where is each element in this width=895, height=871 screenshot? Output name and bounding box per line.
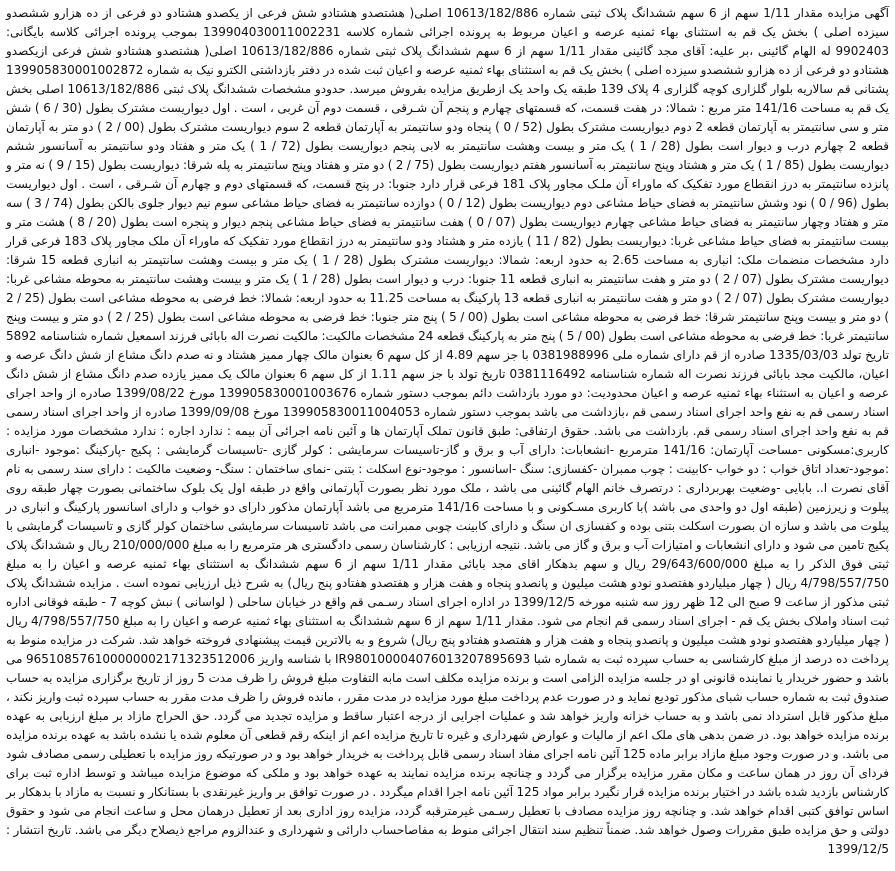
- auction-notice-text: آگهی مزایده مقدار 1/11 سهم از 6 سهم ششدانگ پلاک ثبتی شماره 10613/182/886 اصلی( هشتصدو هشتادو شش فرعی از یکصدو هشتادو دو فرعی از ده هزارو ششصدو سیزده اصلی ) بخش یک قم به استثنای بهاء ثمنیه عرصه و اعیان مربوط به پرونده اجرائی شماره کلاسه 139904030011002231 بموجب پرونده اجرائی کلاسه بایگانی: 9902403 له الهام گائینی ،بر علیه: آقای مجد گائینی مقدار 1/11 سهم از 6 سهم ششدانگ پلاک ثبتی شماره 10613/182/886 اصلی( هشتصدو هشتادو شش فرعی ازیکصدو هشتادو دو فرعی از ده هزارو ششصدو سیزده اصلی ) بخش یک قم به استثنای بهاء ثمنیه عرصه و اعیان ثبت شده در دفتر بازداشتی الکترو نیک به شماره 139905830001002872 پشتانی قم سالاریه بلوار گلزاری کوچه گلزاری 4 پلاک 139 طبقه یک واحد یک ازطریق مزایده بفروش میرسد. حدودو مشخصات ششدانگ پلاک ثبتی 10613/182/886 اصلی بخش یک قم به مساحت 141/16 متر مربع : شمالا: در هفت قسمت، که قسمتهای چهارم و پنجم آن شـرقی ، قسمت دوم آن غربی ، است . اول دیواریست مشترک بطول (30 / 6 ) شش متر و سی سانتیمتر به آپارتمان قطعه 2 دوم دیواریست مشترک بطول (52 / 0 ) پنجاه ودو سانتیمتر به آپارتمان قطعه 2 سوم دیواریست مشترک بطول (00 / 2 ) دو متر به آپارتمان قطعه 2 چهارم درب و دیوار است بطول (28 / 1 ) یک متر و بیست وهشت سانتیمتر به لابی پنجم دیواریست بطول (72 / 1 ) یک متر و هفتاد ودو سانتیمتر به آسانسور ششم دیواریست بطول (85 / 1 ) یک متر و هشتاد وپنج سانتیمتر به آسانسور هفتم دیواریست بطول (75 / 2 ) دو متر و هفتاد وپنج سانتیمتر به پله شرقا: دیواریست بطول (15 / 9 ) نه متر و پانزده سانتیمتر به درز انقطاع مورد تفکیک که ماوراء آن ملـک مجاور پلاک 181 فرعی قرار دارد جنوبا: در پنج قسمت، که قسمتهای دوم و چهارم آن شـرقی ، است . اول دیواریست بطول (96 / 0 ) نود وشش سانتیمتر به فضای حیاط مشاعی دوم دیواریست بطول (12 / 0 ) دوازده سانتیمتر به فضای حیاط مشاعی سوم نیم دیوار جلوی بالکن بطول (74 / 3 ) سه متر و هفتاد وچهار سانتیمتر به فضای حیاط مشاعی چهارم دیواریست بطول (07 / 0 ) هفت سانتیمتر به فضای حیاط مشاعی پنجم دیوار و پنجره است بطول (20 / 8 ) هشت متر و بیست سانتیمتر به فضای حیاط مشاعی غربا: دیواریست بطول (82 / 11 ) یازده متر و هشتاد ودو سانتیمتر به درز انقطاع مورد تفکیک که ماوراء آن ملک مجاور پلاک 183 فرعی قرار دارد مشخصات منضمات ملک: انباری به مساحت 2.65 به حدود اربعه: شمالا: دیواریست مشترک بطول (28 / 1 ) یک متر و بیست وهشت سانتیمتر به انباری قطعه 15 شرقا: دیواریست مشترک بطول (07 / 2 ) دو متر و هفت سانتیمتر به انباری قطعه 11 جنوبا: درب و دیوار است بطول (28 / 1 ) یک متر و بیست وهشت سانتیمتر به محوطه مشاعی غربا: دیواریست مشترک بطول (07 / 2 ) دو متر و هفت سانتیمتر به انباری قطعه 13 پارکینگ به مساحت 11.25 به حدود اربعه: شمالا: خط فرضی به محوطه مشاعی است بطول (25 / 2 ) دو متر و بیست وپنج سانتیمتر شرقا: خط فرضی به محوطه مشاعی است بطول (00 / 5 ) پنج متر جنوبا: خط فرضی به محوطه مشاعی است بطول (25 / 2 ) دو متر و بیست وپنج سانتیمتر غربا: خط فرضی به محوطه مشاعی است بطول (00 / 5 ) پنج متر به پارکینگ قطعه 24 مشخصات مالکیت: مالکیت نصرت اله بابائی فرزند اسمعیل شماره شناسنامه 5892 تاریخ تولد 1335/03/03 صادره از قم دارای شماره ملی 0381988996 با جز سهم 4.89 از کل سهم 6 بعنوان مالک چهار ممیز هشتاد و نه صدم دانگ مشاع از شش دانگ عرصه و اعیان، مالکیت مجد بابائی فرزند نصرت اله شماره شناسنامه 0381116492 تاریخ تولد با جز سهم 1.11 از کل سهم 6 بعنوان مالک یک ممیز یازده صدم دانگ مشاع از شش دانگ عرصه و اعیان به استثناء بهاء ثمنیه عرصه و اعیان محدودیت: دو مورد بازداشت دائم بموجب دستور شماره 139905830001003676 مورخ 1399/08/22 صادره از واحد اجرای اسناد رسمی قم به نفع واحد اجرای اسناد رسمی قم ،بازداشت می باشد بموجب دستور شماره 139905830011004053 مورخ 1399/09/08 صادره از واحد اجرای اسناد رسمی قم به نفع واحد اجرای اسناد رسمی قم. بازداشت می باشد. حقوق ارتفاقی: طبق قانون تملک آپارتمان ها و آئین نامه اجرائی آن بیمه : ندارد اجاره : ندارد مشخصات مورد مزایده : کاربری:مسکونی -مساحت آپارتمان: 141/16 مترمربع -انشعابات: دارای آب و برق و گاز-تاسیسات سرمایشی : کولر گازی -تاسیسات گرمایشی : پکیج -پارکینگ :موجود -انباری :موجود-تعداد اتاق خواب : دو خواب -کابینت : چوب ممبران -کفسازی: سنگ -اسانسور : موجود-نوع اسکلت : بتنی -نمای ساختمان : سنگ- وضعیت مالکیت : دارای سند رسمی به نام آقای نصرت ا.. بابایی -وضعیت بهربرداری : درتصرف خانم الهام گائینی می باشد ، ملک مورد نظر بصورت آپارتمانی واقع در طبقه اول یک بلوک ساختمانی بصورت چهار طبقه روی پیلوت و زیرزمین (طبقه اول دو واحدی می باشد )با کاربری مسـکونی و با مساحت 141/16 مترمربع می باشد آپارتمان مذکور دارای دو خواب و دارای اسانسور پارکینگ و انباری در پیلوت می باشد و سازه ان بصورت اسکلت بتنی بوده و کفسازی ان سنگ و دارای کابینت چوبی ممبرانت می باشد تاسیسات سرمایشی ساختمان کولر گازی و تاسیسات گرمایشی با پکیج تامین می شود و دارای انشعابات و امتیازات آب و برق و گاز می باشد. نتیجه ارزیابی : کارشناسان رسمی دادگستری هر مترمربع را به مبلغ 210/000/000 ریال و ششدانگ پلاک ثبتی فوق الذکر را به مبلغ 29/643/600/000 ریال و سهم بدهکار اقای مجد بابائی مقدار 1/11 سهم از 6 سهم ششدانگ به استثنای بهاء ثمنیه عرصه و اعیان را به مبلغ 4/798/557/750 ریال ( چهار میلیاردو هفتصدو نودو هشت میلیون و پانصدو پنجاه و هفت هزار و هفتصدو هفتادو پنج ریال) به شرح ذیل ارزیابی نموده است . مزایده ششدانگ پلاک ثبتی مذکور از ساعت 9 صبح الی 12 ظهر روز سه شنبه مورخه 1399/12/5 در اداره اجرای اسناد رسـمی قم واقع در خیابان ساحلی ( لواسانی ) نبش کوچه 7 - طبقه فوقانی اداره ثبت اسناد واملاک بخش یک قم - اجرای اسناد رسمی قم انجام می شود. مقدار 1/11 سهم از 6 سهم ششدانگ به استثنای بهاء ثمنیه عرصه و اعیان را به مبلغ 4/798/557/750 ریال ( چهار میلیاردو هفتصدو نودو هشت میلیون و پانصدو پنجاه و هفت هزار و هفتصدو هفتادو پنج ریال) شروع و به بالاترین قیمت پیشنهادی فروخته خواهد شد. شرکت در مزایده منوط به پرداخت ده درصد از مبلغ کارشناسی به حساب سپرده ثبت به شماره شبا IR980100004076013207895693 با شناسه واریز 965108576100000002171323512006 می باشد و حضور خریدار یا نماینده قانونی او در جلسه مزایده الزامی است و برنده مزایده مکلف است مابه التفاوت مبلغ فروش را ظرف مدت 5 روز از تاریخ برگزاری مزایده به حساب صندوق ثبت به شماره حساب شبای مذکور تودیع نماید و در صورت عدم پرداخت مبلغ مورد مزایده در مدت مقرر ، مانده فروش را ظرف مدت مقرر به حساب سپرده ثبت واریز نکند ، مبلغ مذکور قابل استرداد نمی باشد و به حساب خزانه واریز خواهد شد و عملیات اجرایی از درجه اعتبار ساقط و مزایده تجدید می گردد. حق الحراج مازاد بر مبلغ ارزیابی به عهده برنده مزایده خواهد بود. در ضمن بدهی های ملک اعم از مالیات و عوارض شهرداری و غیره تا تاریخ مزایده اعم از اینکه رقم قطعی آن معلوم شده یا نشده باشد به عهده برنده مزایده می باشد. و در صورت وجود مبلغ مازاد برابر ماده 125 آئین نامه اجرای مفاد اسناد رسمی قابل پرداخت به خریدار خواهد بود و در صورتیکه روز مزایده با تعطیلی رسمی مصادف شود فردای آن روز در همان ساعت و مکان مقرر مزایده برگزار می گردد و چنانچه برنده مزایده نمایند به عهده خواهد بود و ملکی که موضوع مزایده میباشد و توسط اداره ثبت برای کارشناس بازدید شده باشد در اختیار برنده مزایده قرار نگیرد برابر مواد 125 آئین نامه اجرا اقدام میگردد . در صورت توافق بر واریز غیرنقدی با بستانکار و نسبت به مازاد با بدهکار بر اساس توافق کتبی اقدام خواهد شد. و چنانچه روز مزایده مصادف با تعطیل رسـمی غیرمترقبه گردد، مزایده روز اداری بعد از تعطیل درهمان محل و ساعت انجام می شود و حقوق دولتی و حق مزایده طبق مقررات وصول خواهد شد. ضمناً تنظیم سند انتقال اجرائی منوط به مفاصاحساب دارائی و شهرداری و عندالزوم مراجع ذیصلاح دیگر می باشد. تاریخ انتشار : 1399/12/5: [6, 6, 890, 856]
